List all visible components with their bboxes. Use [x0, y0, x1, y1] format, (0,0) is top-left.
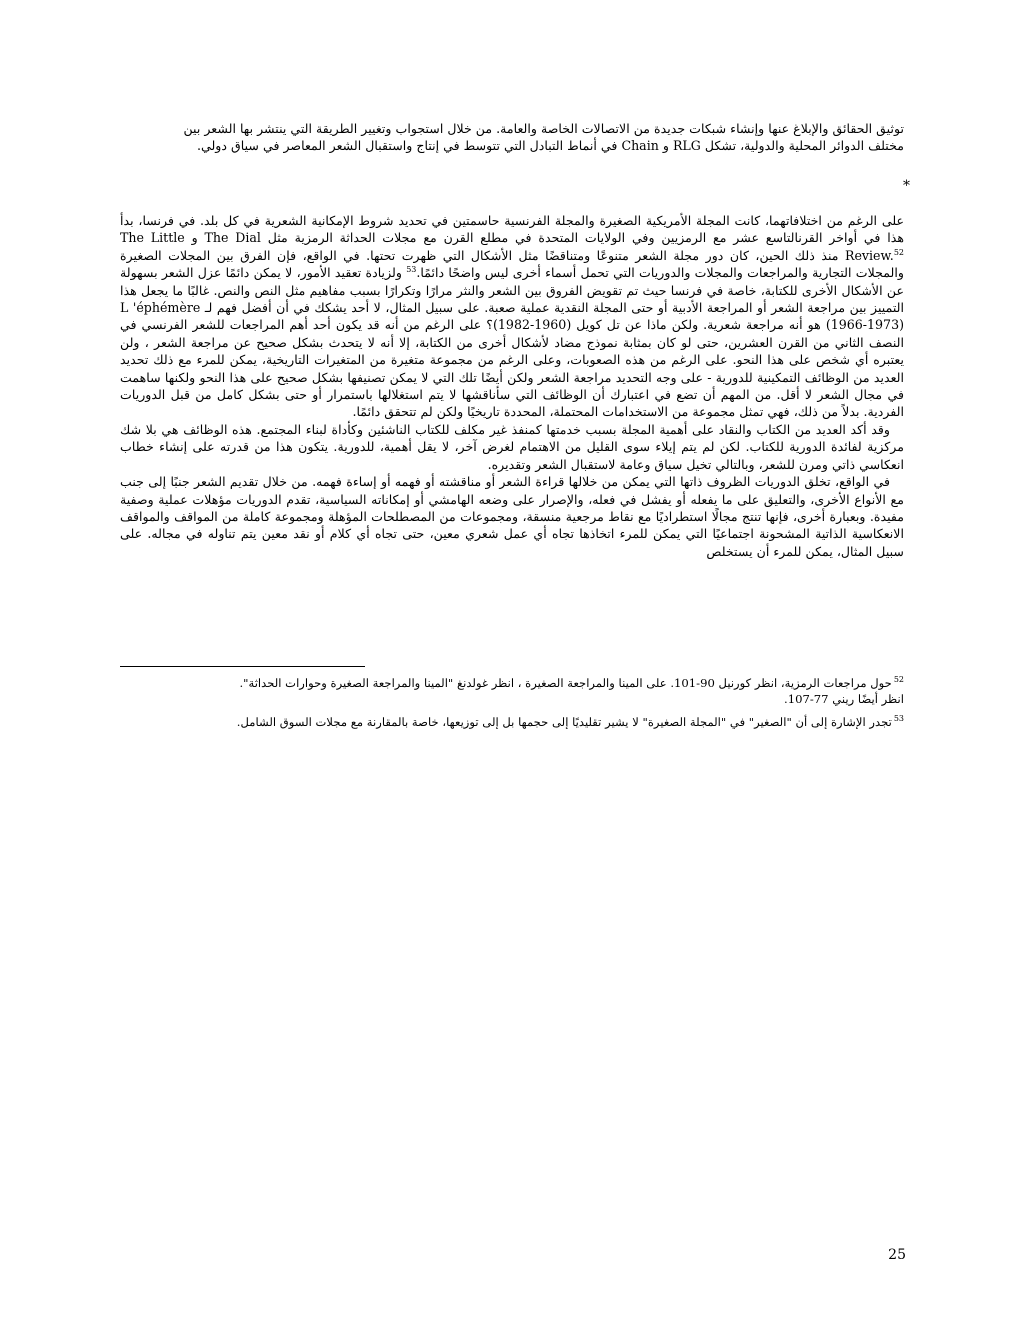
paragraph-1-part-a: على الرغم من اختلافاتهما، كانت المجلة الأمريكية الصغيرة والمجلة الفرنسية حاسمتين في تحديد شروط الإمكانية الشعرية في كل بلد. في فرنسا، بدأ هذا في أواخر القرنالتاسع عشر مع الرمزيين وفي الولايات المتحدة في مطلع القرن مع مجلات الحداثة الرمزية مثل The Dial و The Little Review.: [120, 213, 904, 263]
footnote-divider: [120, 666, 365, 667]
body-text: [120, 212, 904, 560]
footnote-52: [120, 672, 904, 707]
footnote-ref-52[interactable]: 52: [893, 247, 904, 257]
footnotes: [120, 672, 904, 734]
page-number: 25: [888, 1247, 906, 1263]
section-separator: *: [903, 178, 910, 194]
footnote-52-line-2: انظر أيضًا ريني 77-107.: [784, 691, 904, 706]
body-paragraph-1: [120, 212, 904, 421]
paragraph-1-part-b: منذ ذلك الحين، كان دور مجلة الشعر متنوعًا ومتناقضًا مثل الأشكال التي ظهرت تحتها. في الواقع، فإن الفرق بين المجلات الصغيرة والمجلات التجارية والمراجعات والمجلات والدوريات التي تحمل أسماء أخرى ليس واضحًا دائمًا.: [120, 247, 904, 281]
paragraph-1-part-c: ولزيادة تعقيد الأمور، لا يمكن دائمًا عزل الشعر بسهولة عن الأشكال الأخرى للكتابة، خاصة في فرنسا حيث تم تقويض الفروق بين الشعر والنثر مرارًا وتكرارًا بسبب مفاهيم مثل النص والنص. غالبًا ما يجعل هذا التمييز بين مراجعة الشعر أو المراجعة الأدبية أو حتى المجلة النقدية عملية صعبة. على سبيل المثال، لا أحد يشكك في أن أفضل فهم لـ L 'éphémère (1966-1973) هو أنه مراجعة شعرية. ولكن ماذا عن تل كويل (1960-1982)؟ على الرغم من أنه قد يكون أحد أهم المراجعات للشعر الفرنسي في النصف الثاني من القرن العشرين، حتى لو كان بمثابة نموذج مضاد لأشكال أخرى من الكتابة، إلا أنه لا يتحدث بشكل صحيح عن مراجعة الشعر ، ولن يعتبره أي شخص على هذا النحو. على الرغم من هذه الصعوبات، وعلى الرغم من مجموعة متغيرة من المتغيرات التاريخية، يمكن للمرء مع ذلك تحديد العديد من الوظائف التمكينية للدورية - على وجه التحديد مراجعة الشعر ولكن أيضًا تلك التي لا يمكن تصنيفها بشكل صحيح على هذا النحو ولكنها ساهمت في مجال الشعر لا أقل. من المهم أن تضع في اعتبارك أن الوظائف التي سأناقشها لا يتم استغلالها باستمرار أو حتى بشكل كامل من قبل الدوريات الفردية. بدلاً من ذلك، فهي تمثل مجموعة من الاستخدامات المحتملة، المحددة تاريخيًا ولكن لم تتحقق دائمًا.: [120, 265, 904, 420]
intro-paragraph: [120, 120, 904, 155]
footnote-53-number: 53: [893, 713, 904, 723]
footnote-53-line-1: تجدر الإشارة إلى أن "الصغير" في "المجلة الصغيرة" لا يشير تقليديًا إلى حجمها بل إلى توزيعها، خاصة بالمقارنة مع مجلات السوق الشامل.: [236, 714, 892, 729]
footnote-ref-53[interactable]: 53: [406, 265, 417, 275]
footnote-52-line-1: حول مراجعات الرمزية، انظر كورنيل 90-101. على المينا والمراجعة الصغيرة ، انظر غولدنغ "المينا والمراجعة الصغيرة وحوارات الحداثة".: [239, 675, 892, 690]
footnote-53: [120, 711, 904, 730]
body-paragraph-3: في الواقع، تخلق الدوريات الظروف ذاتها التي يمكن من خلالها قراءة الشعر أو مناقشته أو فهمه أو إساءة فهمه. من خلال تقديم الشعر جنبًا إلى جنب مع الأنواع الأخرى، والتعليق على ما يفعله أو يفشل في فعله، والإصرار على وضعه الهامشي أو إمكاناته السياسية، تقدم الدوريات مؤهلات عملية وصفية مفيدة. وبعبارة أخرى، فإنها تنتج مجالًا استطراديًا مع نقاط مرجعية منسقة، ومجموعات من المصطلحات المؤهلة ومجموعة كاملة من المواقف والمواقف الانعكاسية الذاتية المشحونة اجتماعيًا التي يمكن للمرء اتخاذها تجاه أي عمل شعري معين، حتى تجاه أي كلام أو نقد معين يتم تناوله في مجاله. على سبيل المثال، يمكن للمرء أن يستخلص: [120, 474, 904, 559]
intro-line-1: توثيق الحقائق والإبلاغ عنها وإنشاء شبكات جديدة من الاتصالات الخاصة والعامة. من خلال استجواب وتغيير الطريقة التي ينتشر بها الشعر بين: [183, 121, 904, 136]
footnote-52-number: 52: [893, 675, 904, 684]
intro-line-2: مختلف الدوائر المحلية والدولية، تشكل RLG و Chain في أنماط التبادل التي تتوسط في إنتاج واستقبال الشعر المعاصر في سياق دولي.: [196, 138, 904, 154]
body-paragraph-2: وقد أكد العديد من الكتاب والنقاد على أهمية المجلة بسبب خدمتها كمنفذ غير مكلف للكتاب الناشئين وكأداة لبناء المجتمع. هذه الوظائف هي بلا شك مركزية لفائدة الدورية للكتاب. لكن لم يتم إيلاء سوى القليل من الاهتمام لغرض آخر، لا يقل أهمية، للدورية. يتكون هذا من قدرته على إنشاء خطاب انعكاسي ذاتي ومرن للشعر، وبالتالي تخيل سياق وعامة لاستقبال الشعر وتقديره.: [120, 421, 904, 472]
